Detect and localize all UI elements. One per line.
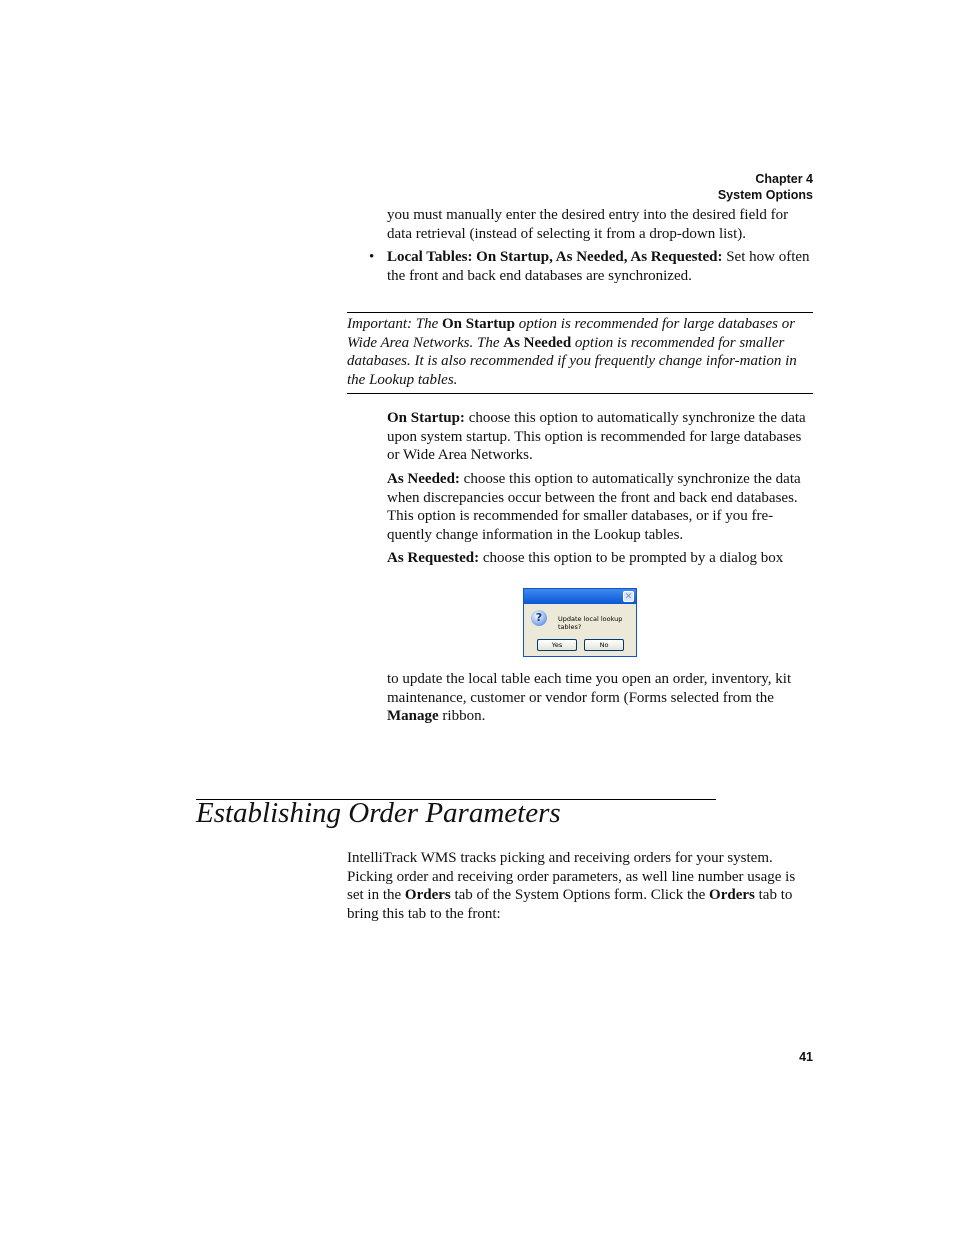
intro-2: tab of the System Options form. Click the [450, 887, 710, 904]
yes-button[interactable]: Yes [537, 639, 577, 651]
after-tail: ribbon. [438, 708, 486, 725]
important-note [347, 315, 813, 390]
option-label: As Needed: [387, 471, 460, 487]
chapter-label: Chapter 4 [755, 172, 813, 186]
orders-bold-1: Orders [404, 887, 451, 904]
section-label: System Options [717, 188, 813, 202]
running-header [718, 171, 813, 203]
page-number: 41 [799, 1050, 813, 1064]
intro-3: tab to bring this tab to the front: [347, 887, 793, 923]
note-text-2: option is recommended for smaller databases. It is also recommended if you frequently change infor-mation in the Lookup tables. [347, 334, 797, 389]
close-icon[interactable]: ✕ [624, 592, 633, 602]
bullet-dot: • [369, 249, 375, 265]
note-prefix: Important: The [347, 316, 442, 332]
note-bold-as-needed: As Needed [503, 334, 572, 351]
bullet-label: Local Tables: On Startup, As Needed, As Requested: [387, 249, 723, 265]
option-label: On Startup: [387, 410, 465, 426]
bullet-text [387, 248, 815, 285]
option-text: choose this option to be prompted by a dialog box [479, 550, 784, 566]
after-dialog-paragraph [387, 670, 815, 726]
after-text: to update the local table each time you open an order, inventory, kit maintenance, customer or vendor form (Forms selected from the [387, 671, 792, 706]
option-as-requested [387, 549, 815, 568]
section-heading: Establishing Order Parameters [196, 797, 561, 829]
intro-1: IntelliTrack WMS tracks picking and receiving orders for your system. Picking order and receiving order parameters, as well line number usage is set in the [347, 850, 796, 904]
section-intro [347, 849, 815, 924]
bullet-desc: Set how often the front and back end databases are synchronized. [387, 249, 810, 284]
continuation-paragraph: you must manually enter the desired entry into the desired field for data retrieval (instead of selecting it from a drop-down list). [387, 207, 789, 242]
orders-bold-2: Orders [709, 887, 755, 904]
manage-bold: Manage [387, 708, 439, 725]
question-icon: ? [531, 610, 547, 626]
note-text-1: option is recommended for large databases or Wide Area Networks. The [347, 316, 796, 351]
bullet-local-tables [369, 248, 815, 285]
option-text: choose this option to automatically synchronize the data upon system startup. This option is recommended for large databases or Wide Area Networks. [387, 410, 806, 464]
update-tables-dialog [523, 588, 637, 657]
dialog-message: Update local lookup tables? [558, 615, 623, 631]
option-on-startup [387, 409, 815, 465]
note-bottom-rule [347, 393, 813, 394]
dialog-body [524, 604, 636, 656]
option-text: choose this option to automatically synchronize the data when discrepancies occur between the front and back end databases. This option is recommended for smaller databases, or if you fre-quently change information in the Lookup tables. [387, 471, 801, 544]
note-bold-on-startup: On Startup [442, 316, 515, 332]
option-as-needed [387, 470, 815, 545]
dialog-title-bar [524, 589, 636, 604]
note-top-rule [347, 312, 813, 313]
option-label: As Requested: [387, 550, 480, 566]
no-button[interactable]: No [584, 639, 624, 651]
